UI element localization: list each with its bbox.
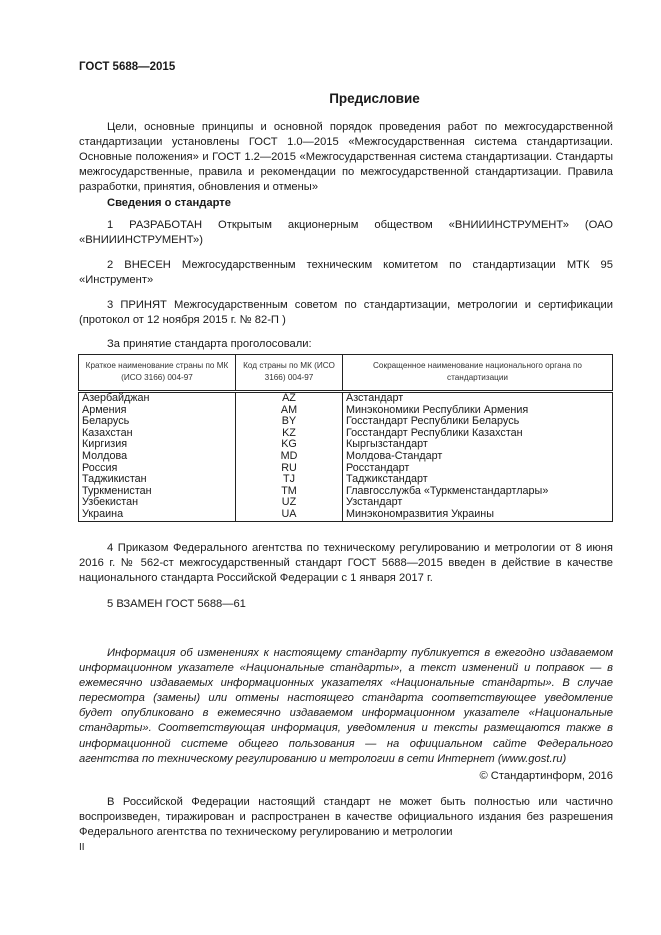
code-cell: AM — [236, 405, 343, 417]
legal-paragraph: В Российской Федерации настоящий стандарт не может быть полностью или частично воспроизведен, тиражирован и распространен в качестве официального издания без разрешения Федерального агентства по техническому регулированию и метрологии — [79, 796, 613, 839]
country-cell: Узбекистан — [79, 497, 236, 509]
country-cell: Молдова — [79, 451, 236, 463]
voting-intro: За принятие стандарта проголосовали: — [107, 338, 312, 350]
authority-cell: Минэкономразвития Украины — [343, 509, 613, 521]
item-3-adopted: 3 ПРИНЯТ Межгосударственным советом по стандартизации, метрологии и сертификации (протокол от 12 ноября 2015 г. № 82-П ) — [79, 299, 613, 327]
code-cell: BY — [236, 416, 343, 428]
authority-cell: Главгосслужба «Туркменстандартлары» — [343, 486, 613, 498]
authority-cell: Азстандарт — [343, 392, 613, 405]
table-row — [79, 509, 613, 521]
copyright: © Стандартинформ, 2016 — [479, 770, 613, 782]
code-cell: RU — [236, 463, 343, 475]
country-cell: Беларусь — [79, 416, 236, 428]
table-header-row — [79, 355, 613, 392]
authority-cell: Госстандарт Республики Беларусь — [343, 416, 613, 428]
code-cell: KZ — [236, 428, 343, 440]
authority-cell: Росстандарт — [343, 463, 613, 475]
code-cell: KG — [236, 439, 343, 451]
voting-table — [78, 354, 613, 522]
header-authority: Сокращенное наименование национального органа по стандартизации — [343, 355, 613, 392]
authority-cell: Кыргызстандарт — [343, 439, 613, 451]
header-code: Код страны по МК (ИСО 3166) 004-97 — [236, 355, 343, 392]
item-5-replaces: 5 ВЗАМЕН ГОСТ 5688—61 — [107, 598, 246, 610]
country-cell: Казахстан — [79, 428, 236, 440]
page-number: II — [79, 842, 85, 853]
country-cell: Туркменистан — [79, 486, 236, 498]
country-cell: Киргизия — [79, 439, 236, 451]
code-cell: UA — [236, 509, 343, 521]
code-cell: AZ — [236, 392, 343, 405]
item-4-order: 4 Приказом Федерального агентства по техническому регулированию и метрологии от 8 июня 2016 г. № 562-ст межгосударственный стандарт ГОСТ 5688—2015 введен в действие в качестве национального стандарта Российской Федерации с 1 января 2017 г. — [79, 542, 613, 585]
info-heading: Сведения о стандарте — [107, 197, 231, 209]
authority-cell: Таджикстандарт — [343, 474, 613, 486]
authority-cell: Узстандарт — [343, 497, 613, 509]
authority-cell: Минэкономики Республики Армения — [343, 405, 613, 417]
code-cell: TJ — [236, 474, 343, 486]
country-cell: Таджикистан — [79, 474, 236, 486]
authority-cell: Госстандарт Республики Казахстан — [343, 428, 613, 440]
table-row — [79, 474, 613, 486]
document-code: ГОСТ 5688—2015 — [79, 61, 176, 73]
country-cell: Азербайджан — [79, 392, 236, 405]
notice-paragraph: Информация об изменениях к настоящему стандарту публикуется в ежегодно издаваемом информационном указателе «Национальные стандарты», а текст изменений и поправок — в ежемесячно издаваемых информационных указателях «Национальные стандарты». В случае пересмотра (замены) или отмены настоящего стандарта соответствующее уведомление будет опубликовано в ежемесячно издаваемом информационном указателе «Национальные стандарты». Соответствующая информация, уведомления и тексты размещаются также в информационной системе общего пользования — на официальном сайте Федерального агентства по техническому регулированию и метрологии в сети Интернет (www.gost.ru) — [79, 647, 613, 765]
code-cell: UZ — [236, 497, 343, 509]
code-cell: TM — [236, 486, 343, 498]
code-cell: MD — [236, 451, 343, 463]
country-cell: Украина — [79, 509, 236, 521]
authority-cell: Молдова-Стандарт — [343, 451, 613, 463]
header-country: Краткое наименование страны по МК (ИСО 3166) 004-97 — [79, 355, 236, 392]
table-row — [79, 451, 613, 463]
country-cell: Россия — [79, 463, 236, 475]
page-title: Предисловие — [329, 91, 420, 106]
country-cell: Армения — [79, 405, 236, 417]
table-row — [79, 392, 613, 405]
intro-paragraph: Цели, основные принципы и основной порядок проведения работ по межгосударственной стандартизации установлены ГОСТ 1.0—2015 «Межгосударственная система стандартизации. Основные положения» и ГОСТ 1.2—2015 «Межгосударственная система стандартизации. Стандарты межгосударственные, правила и рекомендации по межгосударственной стандартизации. Правила разработки, принятия, обновления и отмены» — [79, 121, 613, 194]
item-2-introduced: 2 ВНЕСЕН Межгосударственным техническим комитетом по стандартизации МТК 95 «Инструмент» — [79, 259, 613, 287]
item-1-developed: 1 РАЗРАБОТАН Открытым акционерным обществом «ВНИИИНСТРУМЕНТ» (ОАО «ВНИИИНСТРУМЕНТ») — [79, 219, 613, 247]
